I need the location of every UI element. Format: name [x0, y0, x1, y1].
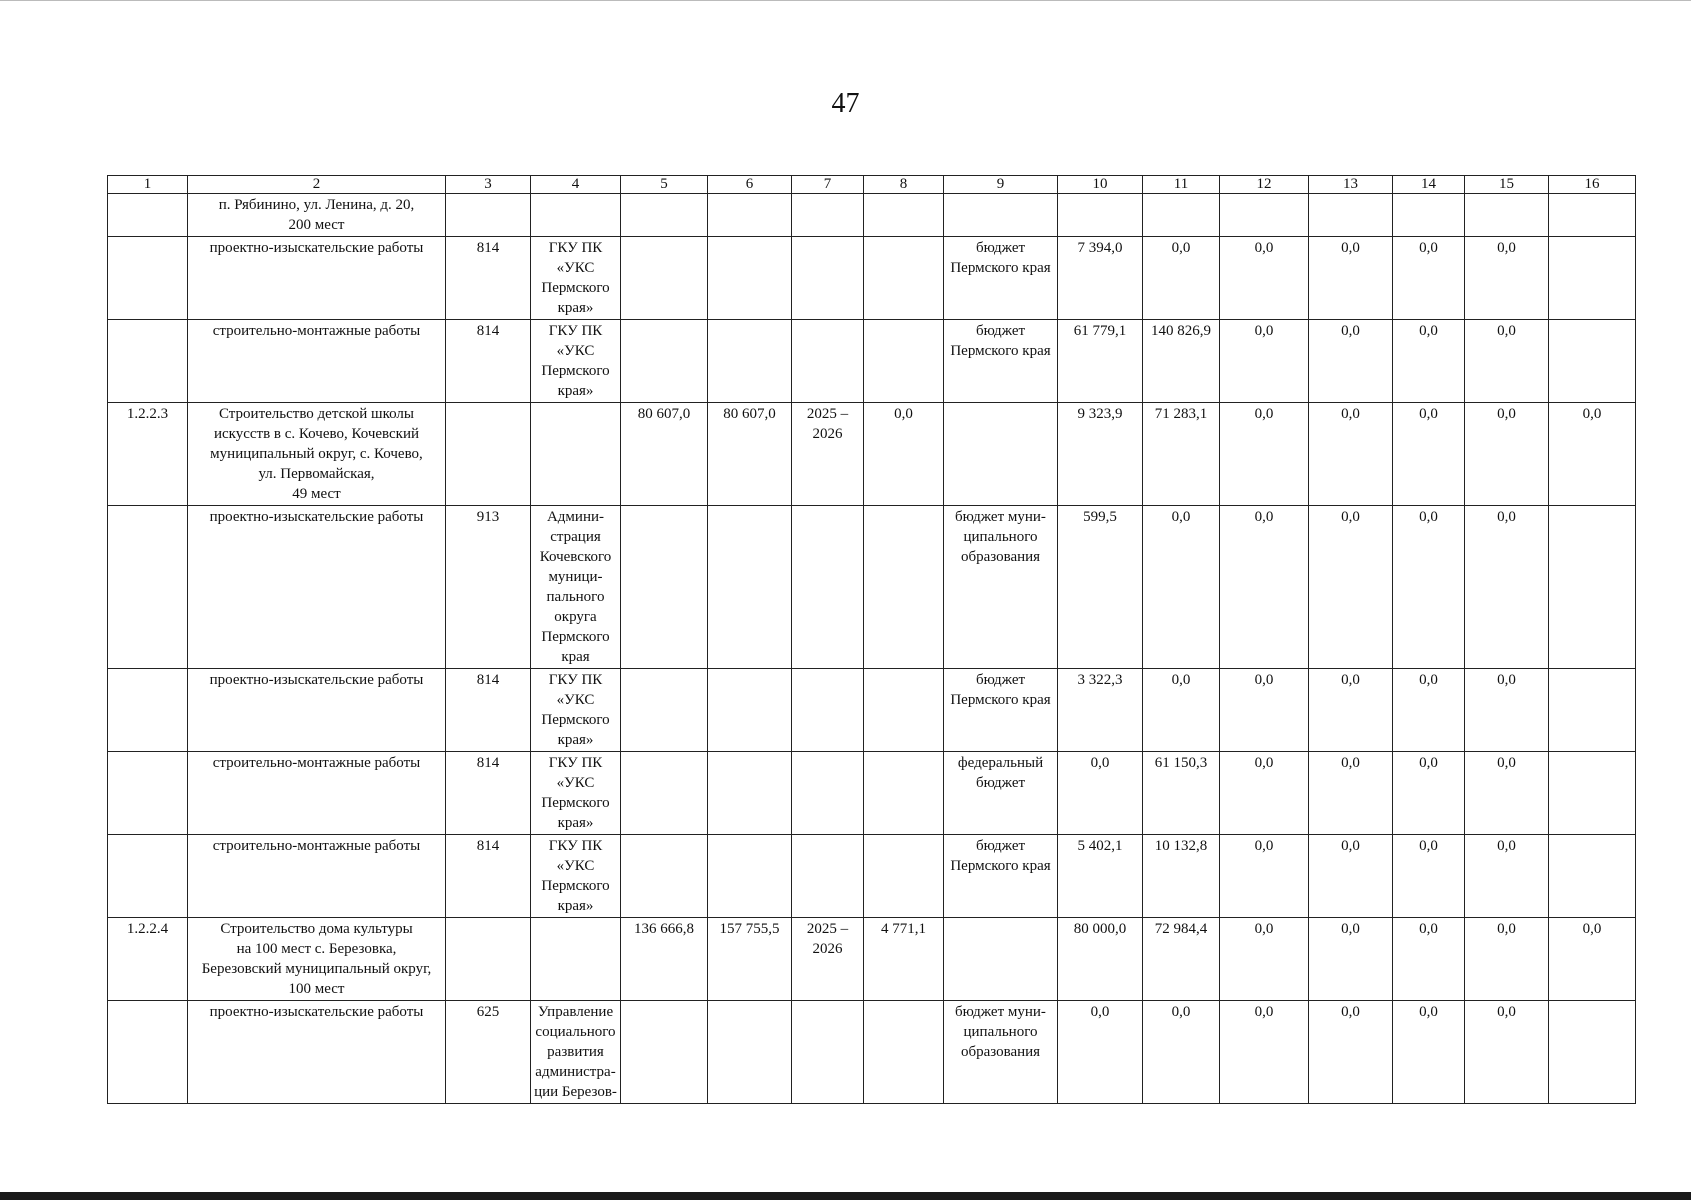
table-cell [1549, 194, 1636, 237]
cell-text: 0,0 [1171, 672, 1191, 688]
table-cell [1393, 320, 1465, 403]
table-cell [864, 669, 944, 752]
cell-text: 0,0 [1497, 1004, 1516, 1020]
cell-text: 80 000,0 [1073, 921, 1127, 937]
table-row [108, 1001, 1636, 1104]
table-cell [1309, 506, 1393, 669]
table-cell [1143, 669, 1220, 752]
cell-text: 0,0 [1341, 323, 1360, 339]
cell-text: 0,0 [1497, 921, 1516, 937]
cell-text: Управление социального развития администра- ции Березов- [534, 1004, 617, 1100]
table-cell [792, 506, 864, 669]
cell-text: 625 [476, 1004, 500, 1020]
column-number-7: 7 [792, 176, 864, 194]
table-cell [1058, 669, 1143, 752]
table-cell [792, 237, 864, 320]
table-cell [108, 835, 188, 918]
table-cell [944, 1001, 1058, 1104]
cell-text: 0,0 [1419, 921, 1438, 937]
table-cell [1465, 403, 1549, 506]
table-cell [621, 1001, 708, 1104]
table-cell [1549, 1001, 1636, 1104]
table-cell [531, 506, 621, 669]
table-cell [1058, 1001, 1143, 1104]
table-cell [708, 1001, 792, 1104]
cell-text: 0,0 [1341, 509, 1360, 525]
cell-text: 0,0 [1341, 406, 1360, 422]
table-row [108, 918, 1636, 1001]
table-cell [708, 403, 792, 506]
table-cell [1465, 237, 1549, 320]
cell-text: 0,0 [1341, 672, 1360, 688]
table-cell [108, 752, 188, 835]
cell-text: 0,0 [1341, 1004, 1360, 1020]
table-cell [944, 403, 1058, 506]
cell-text: 0,0 [1254, 323, 1274, 339]
table-cell [188, 403, 446, 506]
cell-text: проектно-изыскательские работы [209, 509, 424, 525]
cell-text: 5 402,1 [1077, 838, 1123, 854]
cell-text: бюджет муни- ципального образования [955, 1004, 1046, 1060]
cell-text: 72 984,4 [1154, 921, 1208, 937]
table-cell [944, 237, 1058, 320]
table-cell [708, 237, 792, 320]
table-cell [1465, 1001, 1549, 1104]
table-cell [1309, 1001, 1393, 1104]
table-cell [1465, 669, 1549, 752]
table-cell [188, 237, 446, 320]
table-cell [1143, 194, 1220, 237]
table-cell [446, 669, 531, 752]
table-cell [621, 918, 708, 1001]
table-cell [708, 669, 792, 752]
table-cell [621, 237, 708, 320]
table-cell [944, 194, 1058, 237]
column-number-15: 15 [1465, 176, 1549, 194]
table-cell [1143, 237, 1220, 320]
table-cell [1143, 835, 1220, 918]
table-cell [792, 669, 864, 752]
table-cell [531, 237, 621, 320]
table-cell [446, 320, 531, 403]
cell-text: 0,0 [1497, 509, 1516, 525]
table-cell [531, 194, 621, 237]
table-cell [1143, 403, 1220, 506]
table-cell [108, 506, 188, 669]
table-cell [108, 1001, 188, 1104]
cell-text: строительно-монтажные работы [212, 323, 421, 339]
column-number-row [108, 176, 1636, 194]
table-cell [1465, 752, 1549, 835]
cell-text: 0,0 [1497, 240, 1516, 256]
table-cell [531, 669, 621, 752]
cell-text: ГКУ ПК «УКС Пермского края» [541, 323, 610, 399]
cell-text: 157 755,5 [719, 921, 780, 937]
cell-text: 71 283,1 [1154, 406, 1208, 422]
table-cell [1220, 918, 1309, 1001]
table-cell [1549, 669, 1636, 752]
cell-text: 814 [476, 240, 500, 256]
table-cell [792, 320, 864, 403]
table-cell [1058, 320, 1143, 403]
cell-text: 9 323,9 [1077, 406, 1123, 422]
table-cell [864, 1001, 944, 1104]
cell-text: 0,0 [1419, 240, 1438, 256]
table-cell [108, 403, 188, 506]
table-cell [864, 194, 944, 237]
table-cell [1393, 237, 1465, 320]
cell-text: 0,0 [1419, 672, 1438, 688]
table-cell [1549, 320, 1636, 403]
table-cell [1393, 194, 1465, 237]
table-cell [621, 835, 708, 918]
table-cell [531, 918, 621, 1001]
table-cell [1309, 669, 1393, 752]
table-cell [1220, 835, 1309, 918]
table-cell [864, 918, 944, 1001]
table-cell [1393, 403, 1465, 506]
column-number-12: 12 [1220, 176, 1309, 194]
table-cell [708, 506, 792, 669]
table-cell [864, 506, 944, 669]
table-cell [1220, 194, 1309, 237]
cell-text: бюджет Пермского края [950, 323, 1051, 359]
scan-top-edge [0, 0, 1691, 1]
table-cell [108, 918, 188, 1001]
column-number-4: 4 [531, 176, 621, 194]
cell-text: 80 607,0 [723, 406, 776, 422]
cell-text: 80 607,0 [637, 406, 691, 422]
column-number-5: 5 [621, 176, 708, 194]
table-row [108, 237, 1636, 320]
table-cell [944, 669, 1058, 752]
cell-text: 7 394,0 [1077, 240, 1123, 256]
table-cell [108, 669, 188, 752]
column-number-8: 8 [864, 176, 944, 194]
table-cell [944, 918, 1058, 1001]
page-number: 47 [831, 88, 860, 119]
cell-text: 0,0 [1254, 921, 1274, 937]
cell-text: 0,0 [1090, 755, 1110, 771]
table-cell [1549, 835, 1636, 918]
cell-text: ГКУ ПК «УКС Пермского края» [541, 240, 610, 316]
scan-bottom-edge [0, 1192, 1691, 1200]
table-cell [108, 194, 188, 237]
table-cell [1549, 403, 1636, 506]
table-cell [1058, 403, 1143, 506]
table-cell [188, 320, 446, 403]
table-cell [792, 1001, 864, 1104]
table-cell [708, 320, 792, 403]
cell-text: строительно-монтажные работы [212, 838, 421, 854]
table-cell [1393, 506, 1465, 669]
cell-text: 814 [476, 323, 500, 339]
table-cell [1393, 835, 1465, 918]
table-cell [188, 669, 446, 752]
table-cell [1465, 194, 1549, 237]
table-cell [621, 403, 708, 506]
table-cell [446, 1001, 531, 1104]
cell-text: Строительство дома культуры на 100 мест с. Березовка, Березовский муниципальный округ, 100 мест [201, 921, 432, 997]
table-cell [1309, 320, 1393, 403]
column-number-6: 6 [708, 176, 792, 194]
cell-text: 0,0 [1171, 240, 1191, 256]
table-cell [1220, 403, 1309, 506]
cell-text: 0,0 [1254, 406, 1274, 422]
cell-text: 0,0 [1254, 838, 1274, 854]
table-cell [1309, 752, 1393, 835]
table-cell [1393, 752, 1465, 835]
table-cell [708, 835, 792, 918]
table-cell [446, 752, 531, 835]
cell-text: 0,0 [1497, 406, 1516, 422]
table-cell [1058, 918, 1143, 1001]
cell-text: федеральный бюджет [957, 755, 1044, 791]
cell-text: 0,0 [1254, 509, 1274, 525]
cell-text: 814 [476, 755, 500, 771]
table-cell [708, 194, 792, 237]
table-cell [188, 194, 446, 237]
cell-text: 1.2.2.3 [126, 406, 169, 422]
column-number-13: 13 [1309, 176, 1393, 194]
table-cell [1220, 506, 1309, 669]
table-cell [792, 918, 864, 1001]
table-cell [1393, 669, 1465, 752]
table-cell [1309, 835, 1393, 918]
table-cell [792, 752, 864, 835]
table-cell [1058, 194, 1143, 237]
table-cell [1549, 506, 1636, 669]
cell-text: 0,0 [1254, 755, 1274, 771]
table-cell [531, 320, 621, 403]
table-cell [446, 403, 531, 506]
table-cell [1549, 918, 1636, 1001]
table-cell [1220, 1001, 1309, 1104]
budget-table [107, 175, 1636, 1104]
table-cell [108, 237, 188, 320]
table-cell [1143, 320, 1220, 403]
cell-text: проектно-изыскательские работы [209, 1004, 424, 1020]
table-row [108, 320, 1636, 403]
cell-text: проектно-изыскательские работы [209, 240, 424, 256]
cell-text: ГКУ ПК «УКС Пермского края» [541, 838, 610, 914]
table-cell [792, 194, 864, 237]
table-cell [864, 752, 944, 835]
cell-text: 599,5 [1083, 509, 1117, 525]
cell-text: проектно-изыскательские работы [209, 672, 424, 688]
table-cell [1393, 918, 1465, 1001]
table-cell [446, 835, 531, 918]
table-cell [1465, 320, 1549, 403]
table-cell [1549, 237, 1636, 320]
table-cell [1393, 1001, 1465, 1104]
table-cell [1220, 752, 1309, 835]
table-row [108, 194, 1636, 237]
table-cell [1058, 506, 1143, 669]
cell-text: 0,0 [1497, 755, 1516, 771]
table-row [108, 835, 1636, 918]
cell-text: 0,0 [1497, 838, 1516, 854]
table-cell [1309, 194, 1393, 237]
table-cell [944, 752, 1058, 835]
table-cell [792, 835, 864, 918]
table-cell [188, 835, 446, 918]
table-cell [446, 506, 531, 669]
table-row [108, 506, 1636, 669]
table-cell [864, 403, 944, 506]
cell-text: 0,0 [1497, 323, 1516, 339]
column-number-10: 10 [1058, 176, 1143, 194]
table-cell [188, 1001, 446, 1104]
table-cell [621, 194, 708, 237]
table-cell [446, 918, 531, 1001]
table-cell [1058, 237, 1143, 320]
cell-text: 0,0 [1254, 240, 1274, 256]
table-cell [1465, 506, 1549, 669]
cell-text: ГКУ ПК «УКС Пермского края» [541, 672, 610, 748]
cell-text: 2025 – 2026 [806, 921, 849, 957]
table-cell [1465, 918, 1549, 1001]
table-cell [188, 506, 446, 669]
table-row [108, 752, 1636, 835]
table-cell [621, 506, 708, 669]
cell-text: Строительство детской школы искусств в с. Кочево, Кочевский муниципальный округ, с. Кочево, ул. Первомайская, 49 мест [210, 406, 423, 502]
table-cell [621, 669, 708, 752]
table-cell [1220, 320, 1309, 403]
cell-text: 2025 – 2026 [806, 406, 849, 442]
table-cell [1309, 237, 1393, 320]
table-cell [1143, 506, 1220, 669]
cell-text: 61 150,3 [1154, 755, 1208, 771]
table-cell [531, 403, 621, 506]
cell-text: бюджет муни- ципального образования [955, 509, 1046, 565]
cell-text: ГКУ ПК «УКС Пермского края» [541, 755, 610, 831]
table-cell [1309, 918, 1393, 1001]
cell-text: 4 771,1 [881, 921, 926, 937]
cell-text: 1.2.2.4 [126, 921, 169, 937]
cell-text: 0,0 [1582, 406, 1602, 422]
table-cell [531, 835, 621, 918]
cell-text: 0,0 [1341, 838, 1360, 854]
cell-text: 0,0 [1419, 755, 1438, 771]
table-cell [708, 752, 792, 835]
cell-text: 0,0 [1254, 672, 1274, 688]
table-cell [1465, 835, 1549, 918]
column-number-16: 16 [1549, 176, 1636, 194]
table-cell [188, 918, 446, 1001]
column-number-14: 14 [1393, 176, 1465, 194]
table-cell [1058, 835, 1143, 918]
cell-text: строительно-монтажные работы [212, 755, 421, 771]
table-cell [531, 1001, 621, 1104]
table-cell [1220, 237, 1309, 320]
table-cell [1309, 403, 1393, 506]
table-cell [446, 237, 531, 320]
table-cell [944, 320, 1058, 403]
cell-text: 0,0 [1419, 323, 1438, 339]
table-cell [864, 237, 944, 320]
table-cell [1143, 918, 1220, 1001]
cell-text: 0,0 [1582, 921, 1602, 937]
cell-text: 0,0 [1171, 1004, 1191, 1020]
table-cell [531, 752, 621, 835]
table-row [108, 669, 1636, 752]
cell-text: бюджет Пермского края [950, 240, 1051, 276]
column-number-2: 2 [188, 176, 446, 194]
cell-text: 0,0 [1341, 240, 1360, 256]
cell-text: 0,0 [1419, 838, 1438, 854]
cell-text: п. Рябинино, ул. Ленина, д. 20, 200 мест [218, 197, 415, 233]
cell-text: бюджет Пермского края [950, 672, 1051, 708]
table-cell [1143, 752, 1220, 835]
cell-text: 0,0 [1090, 1004, 1110, 1020]
cell-text: 814 [476, 838, 500, 854]
table-cell [944, 835, 1058, 918]
cell-text: 140 826,9 [1151, 323, 1211, 339]
table-cell [446, 194, 531, 237]
table-cell [621, 752, 708, 835]
cell-text: бюджет Пермского края [950, 838, 1051, 874]
cell-text: 0,0 [1419, 406, 1438, 422]
table-row [108, 403, 1636, 506]
table-cell [864, 835, 944, 918]
cell-text: 0,0 [894, 406, 913, 422]
cell-text: 61 779,1 [1073, 323, 1127, 339]
cell-text: 136 666,8 [634, 921, 694, 937]
table-cell [621, 320, 708, 403]
column-number-11: 11 [1143, 176, 1220, 194]
cell-text: 0,0 [1171, 509, 1191, 525]
cell-text: 814 [476, 672, 500, 688]
cell-text: 913 [476, 509, 500, 525]
cell-text: Админи- страция Кочевского муници- пального округа Пермского края [539, 509, 612, 665]
table-cell [792, 403, 864, 506]
table-cell [108, 320, 188, 403]
table-cell [708, 918, 792, 1001]
table-cell [1549, 752, 1636, 835]
cell-text: 0,0 [1341, 755, 1360, 771]
table-cell [944, 506, 1058, 669]
cell-text: 3 322,3 [1077, 672, 1123, 688]
cell-text: 0,0 [1497, 672, 1516, 688]
table-cell [864, 320, 944, 403]
column-number-3: 3 [446, 176, 531, 194]
column-number-1: 1 [108, 176, 188, 194]
column-number-9: 9 [944, 176, 1058, 194]
cell-text: 0,0 [1254, 1004, 1274, 1020]
cell-text: 0,0 [1419, 509, 1438, 525]
cell-text: 10 132,8 [1154, 838, 1208, 854]
cell-text: 0,0 [1419, 1004, 1438, 1020]
table-cell [1143, 1001, 1220, 1104]
cell-text: 0,0 [1341, 921, 1360, 937]
table-cell [188, 752, 446, 835]
table-cell [1058, 752, 1143, 835]
table-cell [1220, 669, 1309, 752]
